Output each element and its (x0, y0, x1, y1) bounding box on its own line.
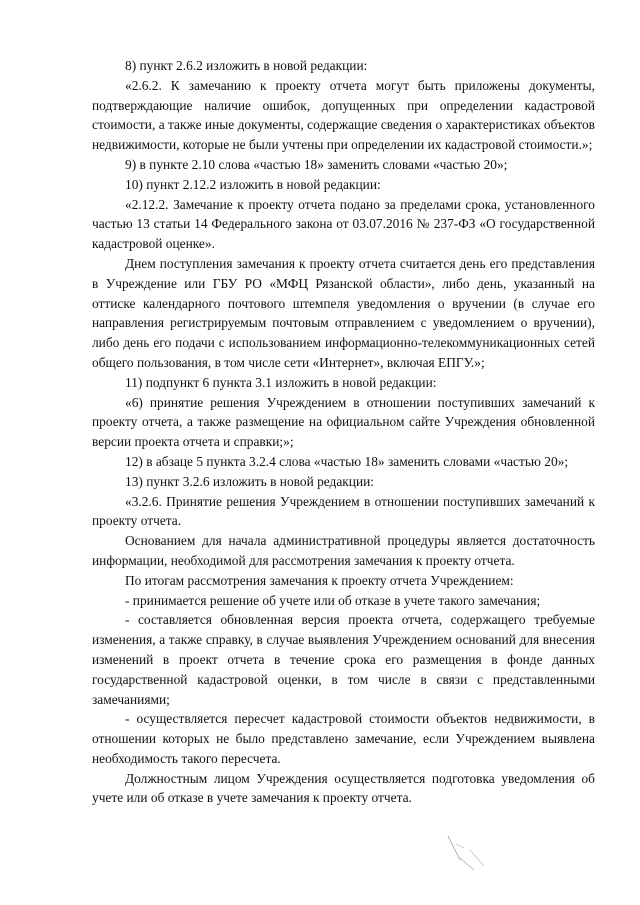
paragraph-13: По итогам рассмотрения замечания к проекту отчета Учреждением: (125, 572, 514, 588)
paragraph-15: - составляется обновленная версия проекта отчета, содержащего требуемые изменения, а также справку, в случае выявления Учреждением оснований для внесения изменений в проект отчета в течение срока его размещения в фонде данных государственной кадастровой оценки, в том числе в связи с представленными замечаниями; (92, 612, 595, 707)
paragraph-1: 8) пункт 2.6.2 изложить в новой редакции: (125, 58, 368, 73)
document-page (92, 56, 595, 808)
paragraph-8: «6) принятие решения Учреждением в отношении поступивших замечаний к проекту отчета, а также размещение на официальном сайте Учреждения обновленной версии проекта отчета и справки;»; (92, 394, 595, 450)
paragraph-14: - принимается решение об учете или об отказе в учете такого замечания; (125, 592, 541, 608)
paragraph-5: «2.12.2. Замечание к проекту отчета подано за пределами срока, установленного частью 13 статьи 14 Федерального закона от 03.07.2016 № 237-ФЗ «О государственной кадастровой оценке». (92, 196, 595, 252)
scan-marks (440, 830, 500, 880)
paragraph-3: 9) в пункте 2.10 слова «частью 18» заменить словами «частью 20»; (125, 156, 508, 172)
paragraph-2: «2.6.2. К замечанию к проекту отчета могут быть приложены документы, подтверждающие наличие ошибок, допущенных при определении кадастровой стоимости, а также иные документы, содержащие сведения о характеристиках объектов недвижимости, которые не были учтены при определении их кадастровой стоимости.»; (92, 77, 595, 153)
paragraph-4: 10) пункт 2.12.2 изложить в новой редакции: (125, 176, 381, 192)
paragraph-12: Основанием для начала административной процедуры является достаточность информации, необходимой для рассмотрения замечания к проекту отчета. (92, 533, 595, 568)
paragraph-17: Должностным лицом Учреждения осуществляется подготовка уведомления об учете или об отказе в учете замечания к проекту отчета. (92, 770, 595, 806)
paragraph-7: 11) подпункт 6 пункта 3.1 изложить в новой редакции: (125, 374, 437, 390)
paragraph-6: Днем поступления замечания к проекту отчета считается день его представления в Учреждение или ГБУ РО «МФЦ Рязанской области», либо день, указанный на оттиске календарного почтового штемпеля уведомления о вручении (в случае его направления регистрируемым почтовым отправлением с уведомлением о вручении), либо день его подачи с использованием информационно-телекоммуникационных сетей общего пользования, в том числе сети «Интернет», включая ЕПГУ.»; (92, 255, 595, 370)
paragraph-9: 12) в абзаце 5 пункта 3.2.4 слова «частью 18» заменить словами «частью 20»; (125, 453, 569, 469)
paragraph-10: 13) пункт 3.2.6 изложить в новой редакции: (125, 473, 375, 489)
paragraph-11: «3.2.6. Принятие решения Учреждением в отношении поступивших замечаний к проекту отчета. (92, 493, 595, 529)
paragraph-16: - осуществляется пересчет кадастровой стоимости объектов недвижимости, в отношении которых не было представлено замечание, если Учреждением выявлена необходимость такого пересчета. (92, 711, 595, 766)
